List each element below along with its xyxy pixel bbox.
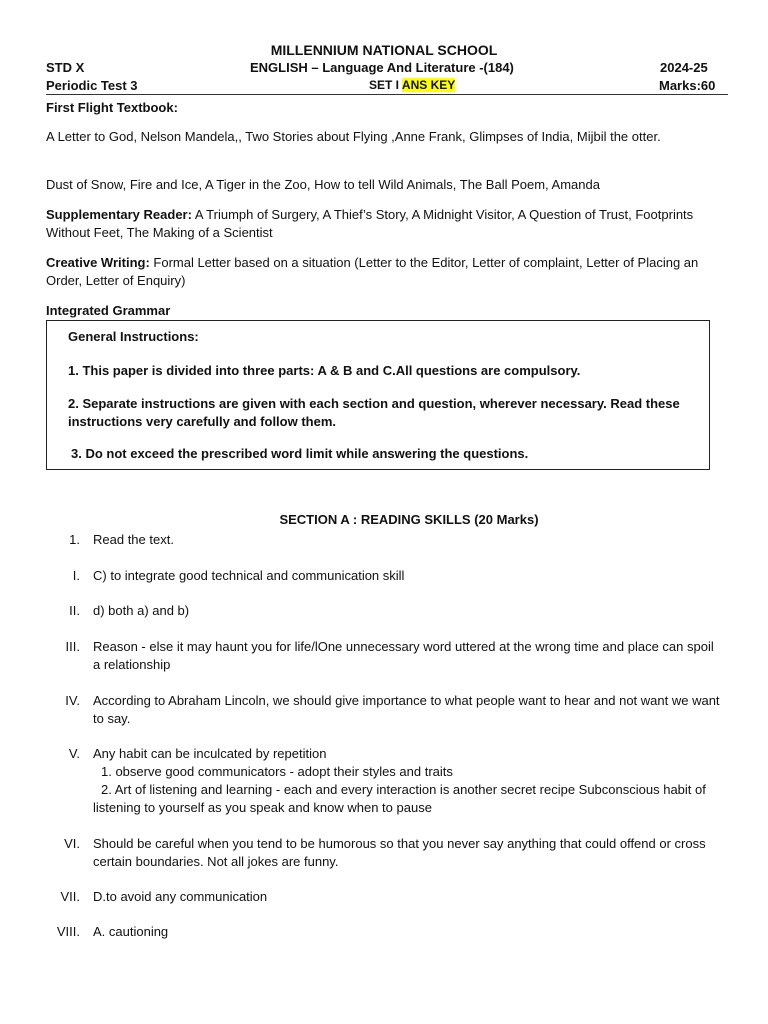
answer-number: VII. [60, 889, 80, 904]
subject-title: ENGLISH – Language And Literature -(184) [250, 60, 514, 75]
answer-number: II. [69, 603, 80, 618]
instruction-2: 2. Separate instructions are given with each section and question, wherever necessary. Read these instructions very carefully and follow them. [68, 396, 680, 429]
answer-line: 2. Art of listening and learning - each and every interaction is another secret recipe Subconscious habit of listening to yourself as you speak and know when to pause [93, 781, 706, 815]
creative-label: Creative Writing: [46, 255, 150, 270]
test-name: Periodic Test 3 [46, 78, 138, 93]
supplementary-reader [46, 206, 722, 242]
school-name: MILLENNIUM NATIONAL SCHOOL [270, 42, 498, 58]
creative-writing [46, 254, 722, 290]
answer-text: d) both a) and b) [93, 603, 190, 618]
set-label [369, 77, 455, 94]
answer-number: I. [72, 568, 80, 583]
answer-line: 1. observe good communicators - adopt their styles and traits [101, 763, 453, 779]
general-instructions-box [46, 320, 710, 470]
first-flight-heading: First Flight Textbook: [46, 100, 178, 115]
answer-number: III. [65, 639, 80, 654]
set-prefix: SET I [369, 78, 402, 92]
answer-number: VIII. [56, 924, 80, 939]
instruction-3: 3. Do not exceed the prescribed word limit while answering the questions. [71, 446, 529, 461]
answer-text: C) to integrate good technical and communication skill [93, 568, 405, 583]
std-label: STD X [46, 60, 85, 75]
section-a-title: SECTION A : READING SKILLS (20 Marks) [279, 512, 539, 527]
supplementary-text: A Triumph of Surgery, A Thief’s Story, A Midnight Visitor, A Question of Trust, Footprints Without Feet, The Making of a Scientist [46, 207, 694, 240]
instruction-1: 1. This paper is divided into three parts: A & B and C.All questions are compulsory. [68, 363, 581, 378]
answer-text: D.to avoid any communication [93, 889, 268, 904]
poem-list: Dust of Snow, Fire and Ice, A Tiger in the Zoo, How to tell Wild Animals, The Ball Poem, Amanda [46, 177, 600, 192]
supplementary-label: Supplementary Reader: [46, 207, 192, 222]
header-divider [46, 94, 728, 95]
answer-text: Should be careful when you tend to be humorous so that you never say anything that could offend or cross certain boundaries. Not all jokes are funny. [93, 836, 706, 869]
total-marks: Marks:60 [659, 78, 716, 93]
instructions-title: General Instructions: [68, 329, 199, 344]
answer-text: A. cautioning [93, 924, 169, 939]
answer-text-block [93, 745, 723, 817]
answer-number: IV. [65, 693, 80, 708]
session-year: 2024-25 [660, 60, 708, 75]
question-text: Read the text. [93, 532, 174, 547]
answer-number: VI. [64, 836, 80, 851]
answer-line: Any habit can be inculcated by repetition [93, 746, 327, 761]
creative-text: Formal Letter based on a situation (Letter to the Editor, Letter of complaint, Letter of Placing an Order, Letter of Enquiry) [46, 255, 699, 288]
answer-text: According to Abraham Lincoln, we should give importance to what people want to hear and not want we want to say. [93, 693, 720, 726]
answer-number: V. [68, 746, 80, 761]
prose-list: A Letter to God, Nelson Mandela,, Two Stories about Flying ,Anne Frank, Glimpses of India, Mijbil the otter. [46, 129, 661, 144]
ans-key-highlight: ANS KEY [401, 78, 456, 92]
question-number: 1. [69, 532, 80, 547]
answer-text: Reason - else it may haunt you for life/lOne unnecessary word uttered at the wrong time and place can spoil a relationship [93, 639, 714, 672]
grammar-heading: Integrated Grammar [46, 303, 171, 318]
